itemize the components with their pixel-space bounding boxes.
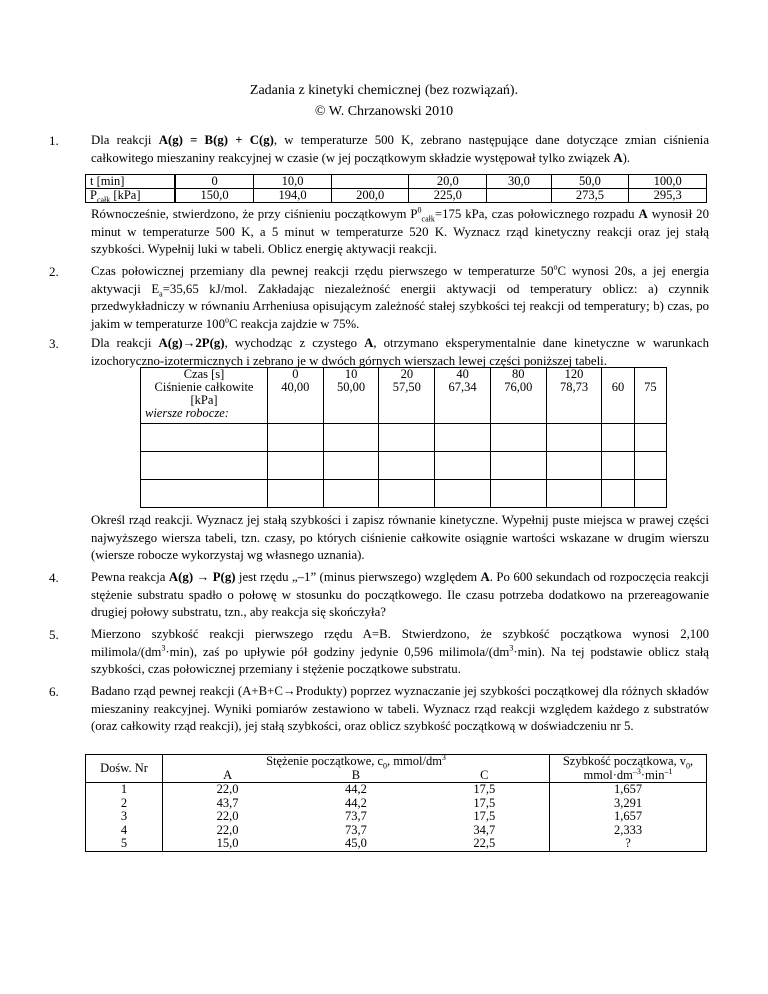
table-row: 5 15,0 45,0 22,5 ? <box>86 837 707 851</box>
author-line: © W. Chrzanowski 2010 <box>314 104 454 119</box>
title-line: Zadania z kinetyki chemicznej (bez rozwiązań). <box>249 83 519 98</box>
working-row <box>141 424 667 452</box>
table-cell: 20,0 <box>409 175 487 189</box>
col-header-a: A <box>223 767 233 782</box>
table-cell: 120 78,73 <box>546 368 602 424</box>
problem-5-text: Mierzono szybkość reakcji pierwszego rzędu A=B. Stwierdzono, że szybkość początkowa wynosi 2,100 milimola/$(dm^3\cdot\min)$, zaś po upływie pół godziny jedynie 0,596 milimola/$(dm^3\cdot\min)$. Na tej podstawie oblicz stałą szybkości, czas połowicznej przemiany i stężenie początkowe substratu. <box>91 627 709 676</box>
table-cell: 273,5 <box>551 189 629 203</box>
table-cell: 80 76,00 <box>490 368 546 424</box>
table-cell: 10 50,00 <box>323 368 379 424</box>
table-cell: 75 <box>634 368 666 424</box>
col-header-exp: Dośw. Nr <box>86 755 163 783</box>
pressure-time-table <box>85 174 707 203</box>
col-header-b: B <box>351 767 361 782</box>
table-row: 3 22,0 73,7 17,5 1,657 <box>86 810 707 824</box>
table-cell: 40 67,34 <box>435 368 491 424</box>
problem-1-text: Dla reakcji A(g) = B(g) + C(g), w temperaturze 500 K, zebrano następujące dane dotyczące zmian ciśnienia całkowitego mieszaniny reakcyjnej w czasie (w jej początkowym składzie występował tylko związek A). <box>91 133 710 165</box>
table-cell <box>331 175 409 189</box>
table-cell <box>487 189 552 203</box>
page-title <box>0 80 768 122</box>
col-header-rate: Szybkość początkowa, $v_0$, $mmol\cdot dm^{-3}\cdot\min^{-1}$ <box>550 755 707 783</box>
problem-6-text: Badano rząd pewnej reakcji (A+B+C→Produkty) poprzez wyznaczanie jej szybkości początkowej dla różnych składów mieszaniny reakcyjnej. Wyniki pomiarów zestawiono w tabeli. Wyznacz rząd reakcji względem każdego z substratów (oraz całkowity rząd reakcji), jej stałą szybkości, oraz oblicz szybkość początkową w doświadczeniu nr 5. <box>91 684 709 733</box>
table-row <box>86 755 707 769</box>
problem-1-followup: Równocześnie, stwierdzono, że przy ciśnieniu początkowym $P^0_{całk}=175$ kPa, czas połowicznego rozpadu A wynosił 20 minut w temperaturze 500 K, a 5 minut w temperaturze 520 K. Wyznacz rząd kinetyczny reakcji oraz jej stałą szybkości. Wypełnij luki w tabeli. Oblicz energię aktywacji reakcji. <box>91 205 709 256</box>
table-cell: 50,0 <box>551 175 629 189</box>
problem-number-6: 6. <box>49 684 59 699</box>
row-labels: Czas [s] Ciśnienie całkowite [kPa] wiersze robocze: <box>141 368 268 424</box>
table-cell: 30,0 <box>487 175 552 189</box>
working-row <box>141 452 667 480</box>
table-cell: 225,0 <box>409 189 487 203</box>
row-label-time: t [min] <box>86 175 176 189</box>
initial-rate-table <box>85 754 707 852</box>
problem-number-2: 2. <box>49 264 59 279</box>
reaction-formula: A(g) → P(g) <box>168 570 236 584</box>
table-cell: 295,3 <box>629 189 707 203</box>
table-cell: 100,0 <box>629 175 707 189</box>
table-row <box>86 175 707 189</box>
table-row <box>141 368 667 424</box>
table-row: 2 43,7 44,2 17,5 3,291 <box>86 797 707 811</box>
row-label-pressure: $P_{całk}$ [kPa] <box>86 189 176 203</box>
problem-number-4: 4. <box>49 570 59 585</box>
kinetic-data-table <box>140 367 667 508</box>
table-cell: 60 <box>602 368 634 424</box>
problem-2-text: Czas połowicznej przemiany dla pewnej reakcji rzędu pierwszego w temperaturze 50$^o$C wynosi 20s, a jej energia aktywacji $E_a=35,65$ kJ/mol. Zakładając niezależność energii aktywacji od temperatury oblicz: a) czynnik przedwykładniczy w równaniu Arrheniusa opisującym zależność stałej szybkości tej reakcji od temperatury; b) czas, po jakim w temperaturze 100$^o$C reakcja zajdzie w 75%. <box>91 262 710 331</box>
table-row: 4 22,0 73,7 34,7 2,333 <box>86 824 707 838</box>
problem-number-3: 3. <box>49 336 59 351</box>
problem-number-1: 1. <box>49 133 59 148</box>
table-cell: 200,0 <box>331 189 409 203</box>
working-row <box>141 480 667 508</box>
table-cell: 0 <box>175 175 254 189</box>
table-cell: 0 40,00 <box>268 368 324 424</box>
table-cell: 10,0 <box>254 175 332 189</box>
reaction-formula: A(g) = B(g) + C(g) <box>158 133 274 147</box>
table-cell: 20 57,50 <box>379 368 435 424</box>
problem-number-5: 5. <box>49 627 59 642</box>
table-cell: 194,0 <box>254 189 332 203</box>
col-header-c: C <box>420 769 550 783</box>
problem-3-followup: Określ rząd reakcji. Wyznacz jej stałą szybkości i zapisz równanie kinetyczne. Wypełnij puste miejsca w prawej części najwyższego wiersza tabeli, tzn. czasy, po których ciśnienie całkowite osiągnie wartości wskazane w drugim wierszu (wiersze robocze wykorzystaj wg własnego uznania). <box>91 513 709 562</box>
col-header-conc: Stężenie początkowe, $c_0$, mmol/$dm^3$ <box>163 755 550 769</box>
problem-3-text: Dla reakcji A(g)→2P(g), wychodząc z czystego A, otrzymano eksperymentalnie dane kinetyczne w warunkach izochoryczno-izotermicznych i zebrano je w dwóch górnych wierszach lewej części poniższej tabeli. <box>91 336 709 368</box>
table-row: 1 22,0 44,2 17,5 1,657 <box>86 783 707 797</box>
problem-4-text: Pewna reakcja A(g) → P(g) jest rzędu „–1” (minus pierwszego) względem A. Po 600 sekundach od rozpoczęcia reakcji stężenie substratu spadło o połowę w stosunku do początkowego. Ile czasu potrzeba dodatkowo na przereagowanie drugiej połowy substratu, tzn., aby reakcja się skończyła? <box>91 570 709 619</box>
table-row <box>86 189 707 203</box>
table-cell: 150,0 <box>175 189 254 203</box>
reaction-formula: A(g)→2P(g) <box>158 336 225 350</box>
